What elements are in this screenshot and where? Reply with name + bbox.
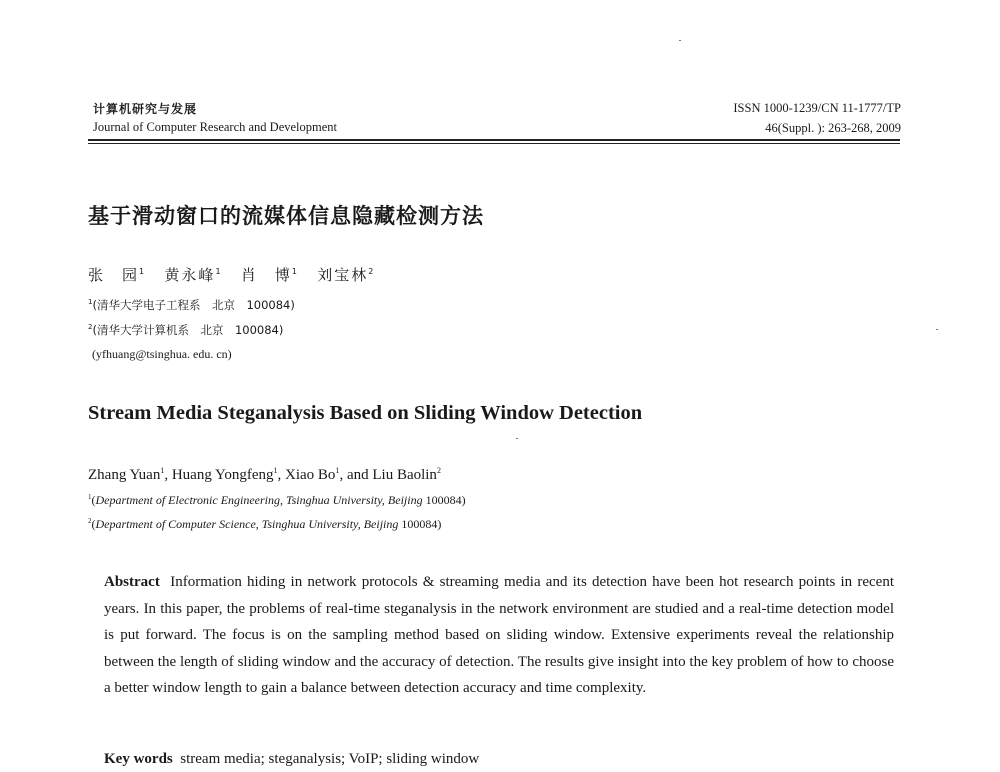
author-list-cn [88, 264, 373, 285]
journal-title-en: Journal of Computer Research and Development [93, 120, 338, 134]
keywords-label: Key words [104, 751, 173, 767]
affiliation-en: $^2$(Department of Computer Science, Tsinghua University, Beijing 100084) [88, 517, 442, 531]
abstract-label: Abstract [104, 574, 160, 590]
keywords-text: stream media; steganalysis; VoIP; sliding window [180, 751, 480, 767]
abstract-text: Information hiding in network protocols & streaming media and its detection have been hot research points in recent years. In this paper, the problems of real-time steganalysis in the network environment are studied and a real-time detection model is put forward. The focus is on the sampling method based on sliding window. Extensive experiments reveal the relationship between the length of sliding window and the accuracy of detection. The results give insight into the key problem of how to choose a better window length to gain a balance between detection accuracy and time complexity. [104, 574, 894, 696]
affiliation-text: (清华大学计算机系 北京 100084) [92, 323, 284, 337]
journal-title-cn: 计算机研究与发展 [93, 102, 198, 116]
paper-title-cn: 基于滑动窗口的流媒体信息隐藏检测方法 [88, 204, 484, 228]
author-aff-mark: 2 [368, 267, 374, 276]
author-separator: , and [339, 467, 373, 483]
author-en: Liu Baolin [372, 467, 437, 483]
author-cn: 刘宝林 [317, 266, 369, 284]
author-aff-mark: 1 [160, 466, 165, 475]
author-separator: , [164, 467, 172, 483]
abstract [104, 569, 894, 702]
journal-issue: 46(Suppl. ): 263-268, 2009 [765, 121, 901, 135]
author-aff-mark: 1 [273, 466, 278, 475]
author-cn: 张 园 [88, 266, 140, 284]
affiliation-cn [88, 322, 283, 338]
paper-title-en: Stream Media Steganalysis Based on Sliding Window Detection [88, 402, 643, 424]
affiliation-dept: Department of Computer Science [95, 517, 256, 531]
header-rule-thin [88, 143, 900, 144]
affiliation-mark: 2 [88, 323, 93, 332]
author-list-en [88, 466, 441, 484]
scan-speck [936, 329, 938, 330]
author-aff-mark: 2 [436, 466, 441, 475]
affiliation-mark: 2 [88, 517, 92, 525]
affiliation-univ: Tsinghua University [286, 493, 382, 507]
affiliation-cn [88, 297, 295, 313]
affiliation-mark: 1 [88, 493, 92, 501]
affiliation-en: $^1$(Department of Electronic Engineering, Tsinghua University, Beijing 100084) [88, 493, 466, 507]
author-aff-mark: 1 [291, 267, 297, 276]
author-en: Huang Yongfeng [171, 467, 274, 483]
author-en: Zhang Yuan [88, 467, 161, 483]
affiliation-zip: 100084 [425, 493, 462, 507]
keywords [104, 746, 479, 772]
scan-speck [516, 438, 518, 439]
author-cn: 肖 博 [240, 266, 292, 284]
header-rule-thick [88, 139, 900, 141]
author-aff-mark: 1 [215, 267, 221, 276]
author-separator: , [277, 467, 286, 483]
affiliation-text: (清华大学电子工程系 北京 100084) [92, 298, 295, 312]
author-aff-mark: 1 [139, 267, 145, 276]
journal-issn: ISSN 1000-1239/CN 11-1777/TP [733, 101, 901, 115]
contact-email: (yfhuang@tsinghua. edu. cn) [92, 347, 232, 361]
affiliation-zip: 100084 [401, 517, 438, 531]
author-aff-mark: 1 [335, 466, 340, 475]
scan-speck [679, 40, 681, 41]
affiliation-dept: Department of Electronic Engineering [95, 493, 281, 507]
affiliation-mark: 1 [88, 298, 93, 307]
affiliation-city: Beijing [387, 493, 423, 507]
affiliation-univ: Tsinghua University [261, 517, 358, 531]
author-en: Xiao Bo [285, 467, 336, 483]
author-cn: 黄永峰 [164, 266, 216, 284]
affiliation-city: Beijing [363, 517, 399, 531]
